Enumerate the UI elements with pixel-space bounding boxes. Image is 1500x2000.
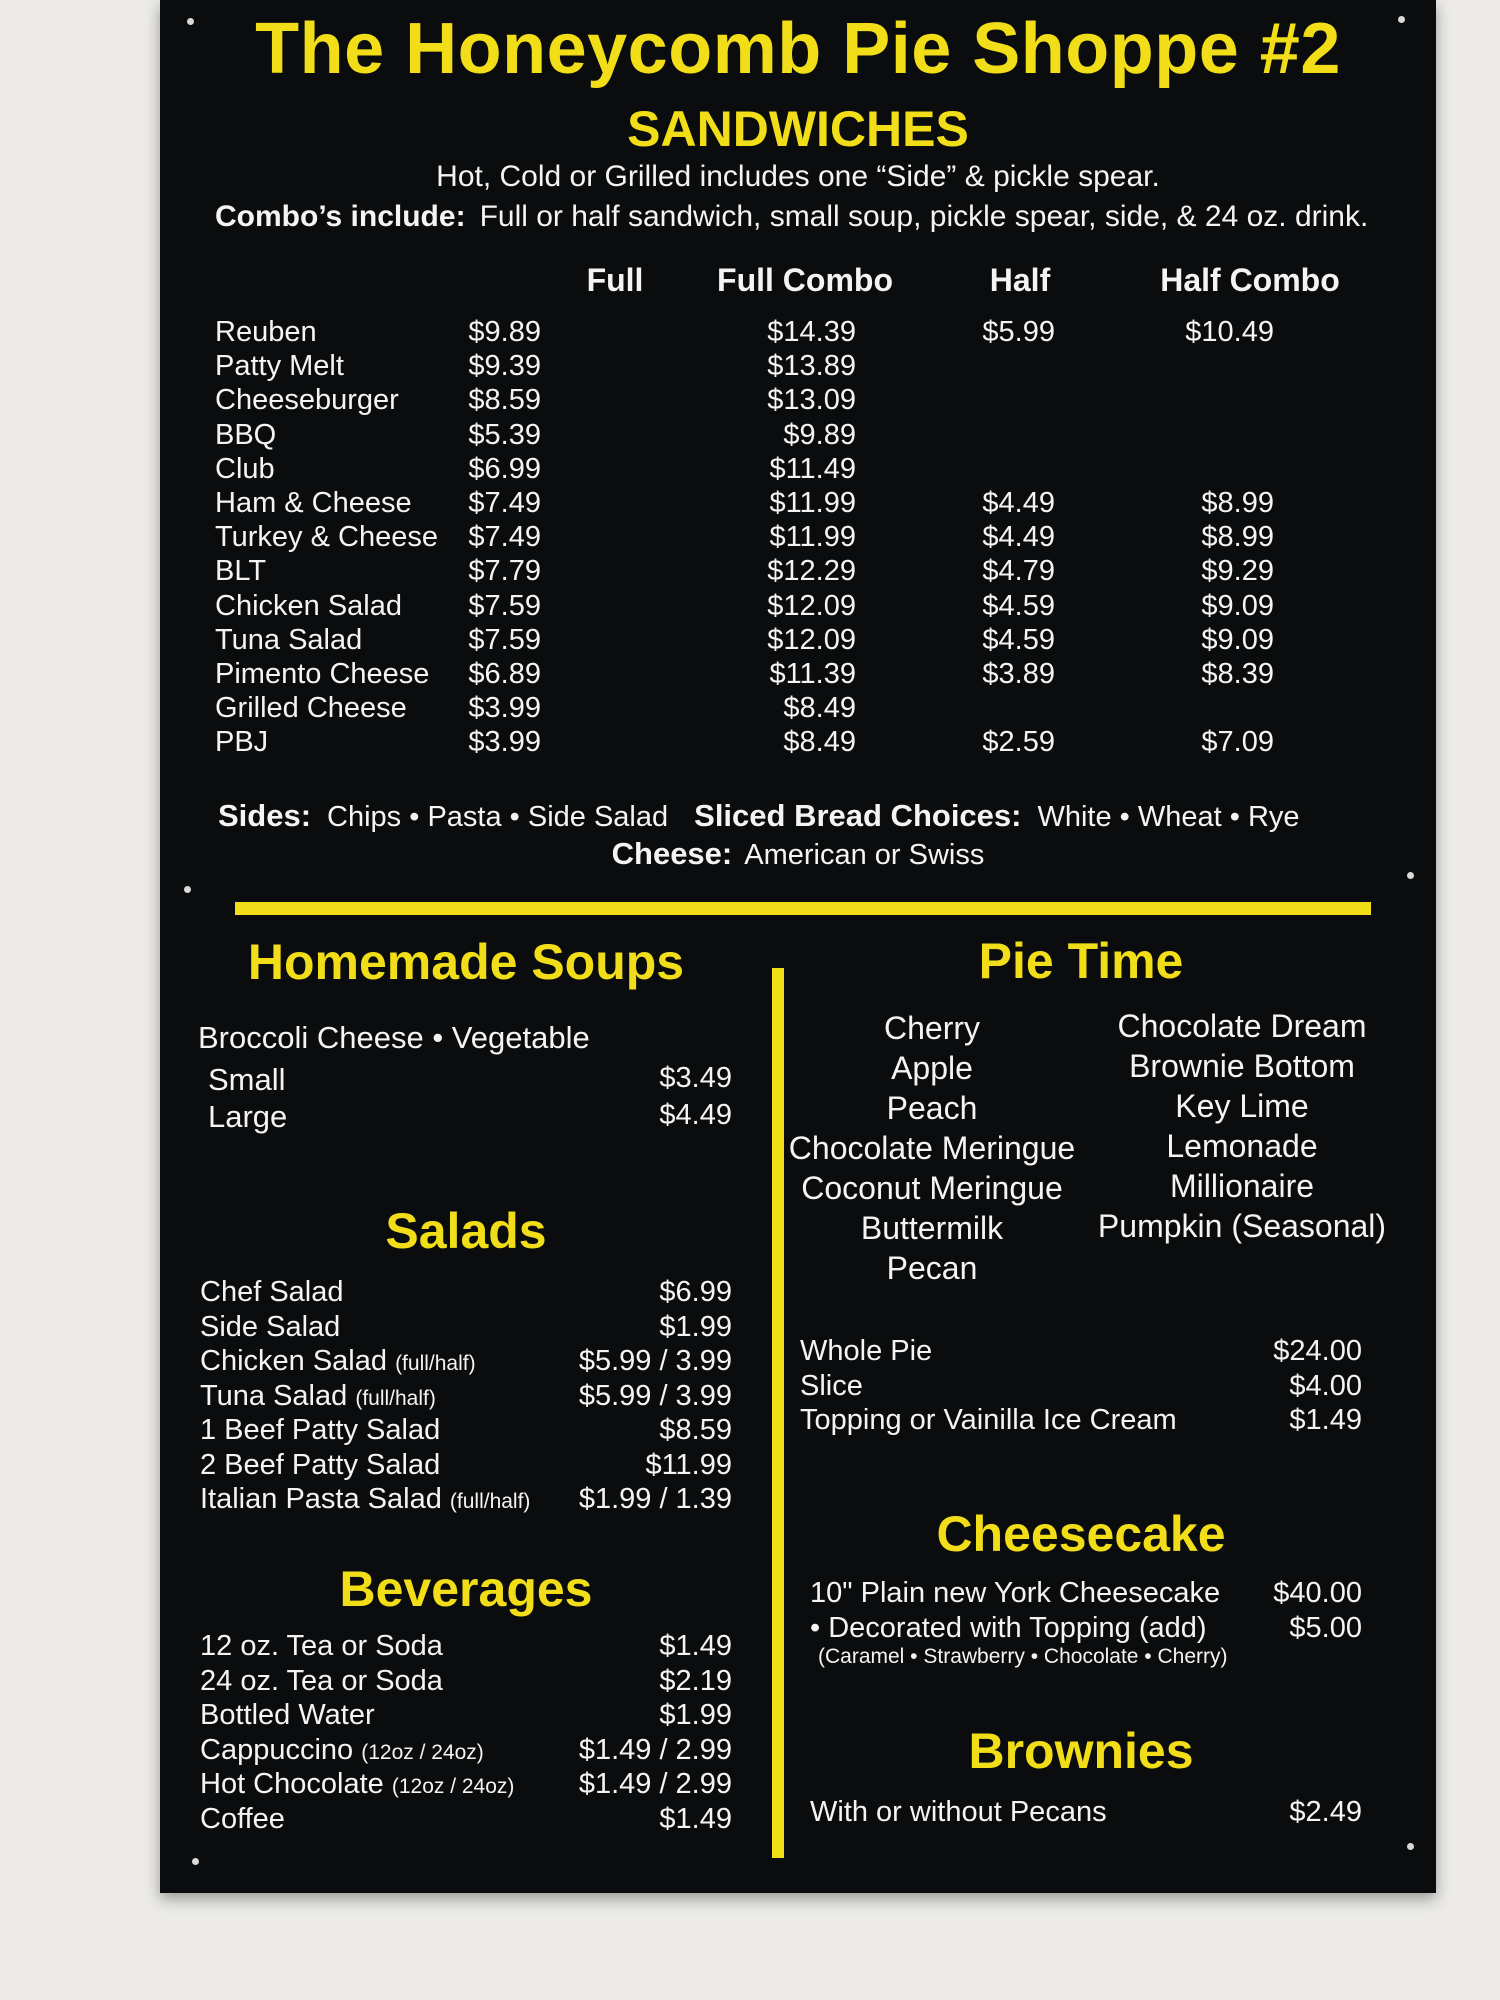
sandwich-name: Tuna Salad [215,623,363,656]
list-item [800,1335,1362,1369]
pie-flavor: Coconut Meringue [801,1170,1063,1206]
price-full-combo: $14.39 [767,316,856,348]
price-full-combo: $11.39 [769,658,856,690]
item-name-wrap [200,1734,484,1767]
item-price: $1.49 [659,1802,732,1835]
pie-flavor: Chocolate Dream [1117,1008,1367,1044]
sandwich-name: Chicken Salad [215,589,402,622]
price-full-combo: $11.49 [769,452,856,485]
menu-board [160,0,1436,1893]
price-full-combo: $12.09 [767,623,856,656]
price-half-combo: $9.29 [1201,555,1274,588]
item-name: Chef Salad [200,1276,344,1308]
item-name-wrap [208,1099,287,1135]
item-price: $4.49 [659,1099,732,1131]
item-price: $5.00 [1289,1612,1362,1644]
price-half: $4.59 [982,589,1055,622]
price-full-combo: $8.49 [783,692,856,725]
item-name: 12 oz. Tea or Soda [200,1630,443,1662]
pie-flavor: Key Lime [1175,1088,1309,1124]
table-row [160,624,1436,658]
item-note: (full/half) [355,1386,436,1410]
item-price: $5.99 / 3.99 [578,1379,732,1412]
price-full-combo: $9.89 [783,418,856,451]
item-price: $1.99 [659,1310,732,1343]
sandwich-name: Reuben [215,316,317,348]
item-name: Italian Pasta Salad [200,1483,442,1515]
sandwich-name: Pimento Cheese [215,658,430,690]
table-row [160,555,1436,589]
item-note: (full/half) [449,1490,531,1513]
price-full-combo: $12.09 [767,589,856,622]
sandwich-name: Patty Melt [215,350,344,383]
pie-flavor: Pecan [886,1250,978,1286]
price-full-combo: $13.89 [767,350,856,383]
combo-text: Full or half sandwich, small soup, pickle spear, side, & 24 oz. drink. [479,200,1369,233]
item-price: $2.49 [1289,1796,1362,1828]
sandwich-name: PBJ [215,726,269,759]
board-screw [184,886,191,893]
list-item [200,1380,732,1414]
item-name-wrap [200,1803,285,1836]
column-header-half: Half [989,262,1051,298]
price-half: $4.59 [982,623,1055,656]
item-price: $8.59 [659,1414,732,1446]
bread-text: White • Wheat • Rye [1037,801,1300,833]
item-name-wrap [810,1796,1107,1829]
price-half: $2.59 [982,726,1055,759]
cheese-text: American or Swiss [744,839,985,871]
price-full: $3.99 [468,726,541,759]
list-item [200,1665,732,1699]
price-half: $4.79 [982,555,1055,588]
list-item [200,1768,732,1802]
pie-flavor: Millionaire [1169,1168,1315,1204]
item-name-wrap [200,1311,340,1344]
sandwich-name: Club [215,452,275,485]
cheesecake-heading: Cheesecake [936,1506,1226,1562]
list-item [200,1630,732,1664]
price-half-combo: $10.49 [1185,316,1274,348]
item-name-wrap [200,1449,440,1482]
item-name: Hot Chocolate [200,1768,384,1800]
beverages-heading: Beverages [339,1561,593,1617]
sides-text: Chips • Pasta • Side Salad [327,801,669,833]
item-price: $1.49 [659,1630,732,1662]
item-name: Coffee [200,1802,285,1835]
list-item [200,1311,732,1345]
table-row [160,453,1436,487]
item-name: Cappuccino [200,1733,354,1766]
column-header-full: Full [586,262,644,298]
item-name: 1 Beef Patty Salad [200,1414,441,1446]
item-price: $1.49 / 2.99 [578,1733,732,1766]
table-row [160,316,1436,350]
soup-varieties: Broccoli Cheese • Vegetable [198,1020,590,1055]
table-row [160,590,1436,624]
sandwich-name: Cheeseburger [215,384,399,417]
list-item [800,1370,1362,1404]
table-row [160,350,1436,384]
item-name: • Decorated with Topping (add) [810,1612,1207,1644]
list-item [810,1796,1362,1830]
list-item [800,1404,1362,1438]
item-name-wrap [200,1630,443,1663]
brownies-heading: Brownies [968,1723,1194,1779]
cheesecake-toppings: (Caramel • Strawberry • Chocolate • Cherry) [818,1645,1228,1668]
price-half-combo: $7.09 [1201,726,1274,759]
item-note: (12oz / 24oz) [361,1740,484,1764]
item-price: $11.99 [645,1448,732,1481]
list-item [200,1803,732,1837]
item-name-wrap [200,1483,530,1516]
sandwich-name: Ham & Cheese [215,487,412,519]
list-item [810,1577,1362,1611]
price-full-combo: $12.29 [767,555,856,588]
price-full: $6.99 [468,452,541,485]
item-name-wrap [200,1345,476,1378]
salads-heading: Salads [385,1203,547,1259]
pie-flavor: Chocolate Meringue [788,1130,1076,1166]
table-row [160,521,1436,555]
item-name: Small [208,1062,286,1097]
item-name: Large [208,1099,288,1134]
price-full: $7.59 [468,589,541,622]
price-full: $6.89 [468,658,541,690]
item-name: Tuna Salad [200,1379,348,1412]
price-full: $5.39 [468,418,541,451]
pie-flavor: Cherry [883,1010,980,1046]
sandwich-name: Turkey & Cheese [215,521,438,554]
item-name-wrap [200,1768,514,1801]
board-screw [192,1858,199,1865]
cheese-label: Cheese: [611,836,733,871]
sides-label: Sides: [218,798,312,833]
bread-label: Sliced Bread Choices: [694,798,1022,833]
column-header-half-combo: Half Combo [1160,262,1340,298]
item-name-wrap [200,1699,375,1732]
item-name: 2 Beef Patty Salad [200,1448,441,1481]
pie-flavor: Apple [891,1050,973,1086]
item-price: $5.99 / 3.99 [578,1345,732,1377]
board-screw [1407,1843,1414,1850]
combo-label: Combo’s include: [215,200,466,233]
list-item [200,1099,732,1133]
item-price: $4.00 [1289,1369,1362,1402]
table-row [160,487,1436,521]
table-row [160,384,1436,418]
item-price: $24.00 [1273,1335,1362,1367]
item-name-wrap [200,1276,344,1309]
item-name: 10" Plain new York Cheesecake [810,1577,1221,1609]
pie-flavor: Buttermilk [860,1210,1004,1246]
item-name-wrap [200,1665,443,1698]
board-screw [1407,872,1414,879]
price-half: $5.99 [982,316,1055,348]
price-full-combo: $8.49 [783,726,856,759]
price-full: $3.99 [468,692,541,725]
item-name: 24 oz. Tea or Soda [200,1664,443,1697]
price-full-combo: $11.99 [769,521,856,554]
sandwich-name: Grilled Cheese [215,692,407,725]
soups-heading: Homemade Soups [247,934,685,990]
price-half-combo: $9.09 [1201,589,1274,622]
price-full-combo: $11.99 [769,487,856,519]
item-price: $6.99 [659,1276,732,1308]
sandwich-name: BBQ [215,418,277,451]
item-name-wrap [208,1062,286,1098]
item-name: With or without Pecans [810,1796,1107,1828]
table-row [160,726,1436,760]
item-name-wrap [200,1380,436,1413]
item-name-wrap [810,1612,1207,1645]
item-price: $1.99 [659,1699,732,1731]
cheese-choices [160,836,1436,872]
item-price: $1.99 / 1.39 [578,1483,732,1515]
item-price: $3.49 [659,1062,732,1094]
sides-and-bread [218,798,1300,834]
sandwiches-heading: SANDWICHES [627,101,969,157]
horizontal-divider [235,902,1371,915]
item-name-wrap [200,1414,440,1447]
list-item [200,1449,732,1483]
pie-flavor: Peach [886,1090,978,1126]
item-note: (full/half) [395,1352,476,1375]
item-price: $2.19 [659,1664,732,1697]
list-item [200,1483,732,1517]
price-full: $9.39 [468,350,541,383]
price-full: $8.59 [468,384,541,417]
sandwich-note: Hot, Cold or Grilled includes one “Side” & pickle spear. [436,160,1160,193]
price-half-combo: $8.99 [1201,521,1274,554]
pie-flavor: Brownie Bottom [1129,1048,1355,1084]
pie-flavor: Lemonade [1166,1128,1318,1164]
item-name: Whole Pie [800,1335,933,1367]
list-item [200,1414,732,1448]
price-half: $3.89 [982,658,1055,690]
list-item [200,1345,732,1379]
table-row [160,692,1436,726]
list-item [200,1276,732,1310]
item-name: Slice [800,1369,863,1402]
list-item [200,1699,732,1733]
shop-title: The Honeycomb Pie Shoppe #2 [255,9,1341,89]
price-half: $4.49 [982,487,1055,519]
list-item [200,1062,732,1096]
price-full: $7.59 [468,623,541,656]
item-name-wrap [810,1577,1220,1610]
price-half: $4.49 [982,521,1055,554]
price-half-combo: $8.99 [1201,487,1274,519]
list-item [200,1734,732,1768]
item-price: $1.49 / 2.99 [578,1768,732,1800]
item-price: $1.49 [1289,1404,1362,1436]
item-price: $40.00 [1273,1577,1362,1609]
item-name: Chicken Salad [200,1345,387,1377]
table-row [160,658,1436,692]
price-full-combo: $13.09 [767,384,856,417]
price-full: $7.49 [468,487,541,519]
item-name: Topping or Vainilla Ice Cream [800,1404,1177,1436]
price-full: $7.49 [468,521,541,554]
price-half-combo: $9.09 [1201,623,1274,656]
list-item [810,1612,1362,1646]
table-row [160,419,1436,453]
combo-info [215,200,1368,234]
item-note: (12oz / 24oz) [391,1775,515,1798]
pie-flavor: Pumpkin (Seasonal) [1097,1208,1387,1244]
price-full: $9.89 [468,316,541,348]
sandwich-name: BLT [215,555,267,588]
column-header-full-combo: Full Combo [717,262,893,298]
price-full: $7.79 [468,555,541,588]
pie-heading: Pie Time [978,933,1184,989]
item-name: Bottled Water [200,1699,375,1731]
item-name: Side Salad [200,1310,341,1343]
price-half-combo: $8.39 [1201,658,1274,690]
